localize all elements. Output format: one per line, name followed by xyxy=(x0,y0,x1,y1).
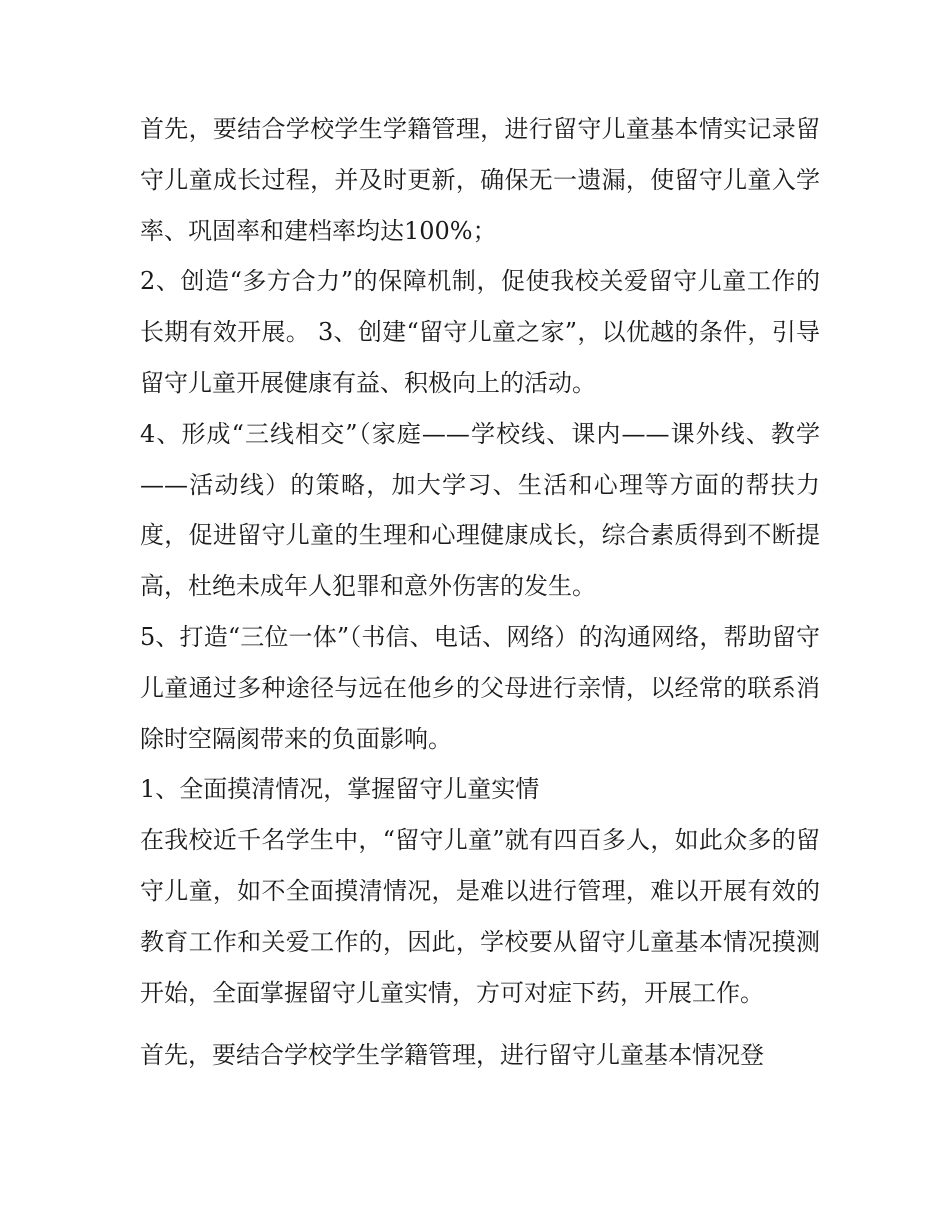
paragraph: 在我校近千名学生中，“留守儿童”就有四百多人，如此众多的留守儿童，如不全面摸清情况，是难以进行管理，难以开展有效的教育工作和关爱工作的，因此，学校要从留守儿童基本情况摸测开始，全面掌握留守儿童实情，方可对症下药，开展工作。 xyxy=(140,826,820,1007)
document-body xyxy=(140,104,820,1081)
paragraph: 首先，要结合学校学生学籍管理，进行留守儿童基本情况登 xyxy=(140,1041,764,1070)
paragraph: 5、打造“三位一体”（书信、电话、网络）的沟通网络，帮助留守儿童通过多种途径与远在他乡的父母进行亲情，以经常的联系消除时空隔阂带来的负面影响。 xyxy=(140,622,820,753)
paragraph: 2、创造“多方合力”的保障机制，促使我校关爱留守儿童工作的长期有效开展。 3、创建“留守儿童之家”，以优越的条件，引导留守儿童开展健康有益、积极向上的活动。 xyxy=(140,267,820,397)
section-heading: 1、全面摸清情况，掌握留守儿童实情 xyxy=(140,775,540,804)
paragraph: 4、形成“三线相交”（家庭——学校线、课内——课外线、教学——活动线）的策略，加大学习、生活和心理等方面的帮扶力度，促进留守儿童的生理和心理健康成长，综合素质得到不断提高，杜绝未成年人犯罪和意外伤害的发生。 xyxy=(140,419,820,601)
paragraph: 首先，要结合学校学生学籍管理，进行留守儿童基本情实记录留守儿童成长过程，并及时更新，确保无一遗漏，使留守儿童入学率、巩固率和建档率均达100%； xyxy=(140,115,820,245)
